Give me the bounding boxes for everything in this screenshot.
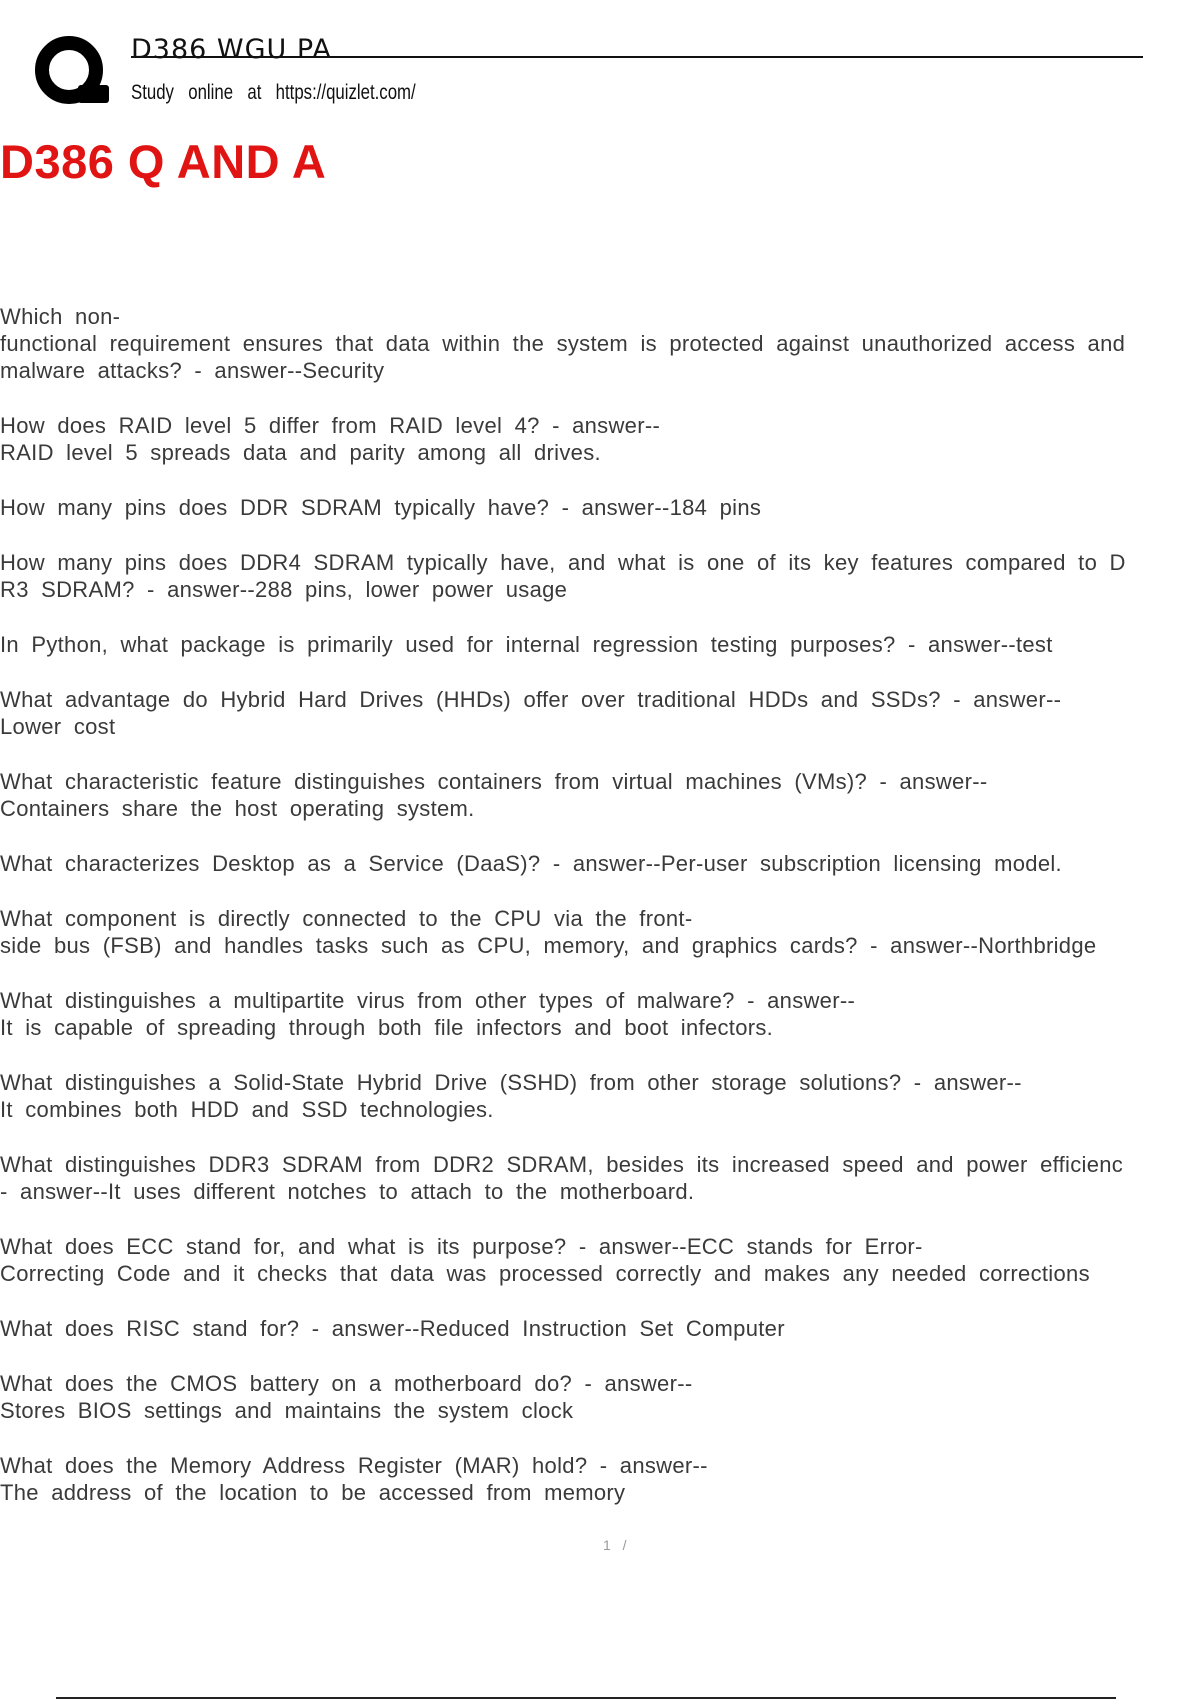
qa-item: [0, 686, 1200, 740]
qa-list: [0, 303, 1200, 1534]
qa-line: - answer--It uses different notches to attach to the motherboard.: [0, 1179, 695, 1204]
study-word: Study: [131, 81, 174, 104]
qa-item: [0, 494, 1200, 521]
qa-line: What does ECC stand for, and what is its purpose? - answer--ECC stands for Error-: [0, 1234, 923, 1259]
qa-line: Correcting Code and it checks that data was processed correctly and makes any needed corrections: [0, 1261, 1090, 1286]
qa-line: What characterizes Desktop as a Service (DaaS)? - answer--Per-user subscription licensing model.: [0, 851, 1062, 876]
qa-line: How many pins does DDR SDRAM typically have? - answer--184 pins: [0, 495, 762, 520]
qa-line: What advantage do Hybrid Hard Drives (HHDs) offer over traditional HDDs and SSDs? - answer--: [0, 687, 1062, 712]
qa-line: functional requirement ensures that data within the system is protected against unauthorized access and: [0, 331, 1126, 356]
qa-line: Containers share the host operating system.: [0, 796, 475, 821]
qa-item: [0, 549, 1200, 603]
qa-line: What component is directly connected to the CPU via the front-: [0, 906, 693, 931]
qa-item: [0, 1315, 1200, 1342]
qa-line: How does RAID level 5 differ from RAID level 4? - answer--: [0, 413, 661, 438]
qa-line: What does the Memory Address Register (MAR) hold? - answer--: [0, 1453, 708, 1478]
qa-item: [0, 1233, 1200, 1287]
quizlet-logo-icon: [33, 33, 109, 109]
qa-line: It combines both HDD and SSD technologies.: [0, 1097, 494, 1122]
page-title: D386 Q AND A: [0, 135, 327, 188]
qa-line: What does the CMOS battery on a motherboard do? - answer--: [0, 1371, 693, 1396]
qa-item: [0, 1452, 1200, 1506]
qa-line: How many pins does DDR4 SDRAM typically have, and what is one of its key features compared to D: [0, 550, 1126, 575]
qa-line: Lower cost: [0, 714, 116, 739]
document-title: D386 WGU PA: [131, 34, 332, 65]
online-word: online: [188, 81, 234, 104]
qa-line: Which non-: [0, 304, 121, 329]
qa-item: [0, 850, 1200, 877]
qa-item: [0, 1370, 1200, 1424]
qa-line: What distinguishes a multipartite virus from other types of malware? - answer--: [0, 988, 856, 1013]
qa-item: [0, 631, 1200, 658]
qa-line: What characteristic feature distinguishes containers from virtual machines (VMs)? - answer--: [0, 769, 988, 794]
qa-item: [0, 768, 1200, 822]
qa-item: [0, 303, 1200, 384]
qa-line: malware attacks? - answer--Security: [0, 358, 385, 383]
qa-item: [0, 412, 1200, 466]
qa-line: R3 SDRAM? - answer--288 pins, lower power usage: [0, 577, 568, 602]
qa-line: It is capable of spreading through both file infectors and boot infectors.: [0, 1015, 774, 1040]
study-online-line: [131, 81, 425, 105]
qa-line: side bus (FSB) and handles tasks such as CPU, memory, and graphics cards? - answer--Northbridge: [0, 933, 1097, 958]
quizlet-link[interactable]: https://quizlet.com/: [275, 81, 416, 104]
qa-line: What distinguishes DDR3 SDRAM from DDR2 SDRAM, besides its increased speed and power efficienc: [0, 1152, 1124, 1177]
qa-line: In Python, what package is primarily used for internal regression testing purposes? - answer--test: [0, 632, 1053, 657]
qa-line: RAID level 5 spreads data and parity among all drives.: [0, 440, 601, 465]
qa-line: The address of the location to be accessed from memory: [0, 1480, 626, 1505]
footer-divider: [56, 1697, 1116, 1699]
qa-item: [0, 1069, 1200, 1123]
qa-line: What does RISC stand for? - answer--Reduced Instruction Set Computer: [0, 1316, 785, 1341]
qa-item: [0, 1151, 1200, 1205]
qa-line: What distinguishes a Solid-State Hybrid Drive (SSHD) from other storage solutions? - answer--: [0, 1070, 1022, 1095]
page-number: 1 /: [603, 1537, 631, 1553]
qa-item: [0, 905, 1200, 959]
header-divider: [131, 56, 1143, 58]
qa-item: [0, 987, 1200, 1041]
at-word: at: [247, 81, 262, 104]
qa-line: Stores BIOS settings and maintains the system clock: [0, 1398, 574, 1423]
